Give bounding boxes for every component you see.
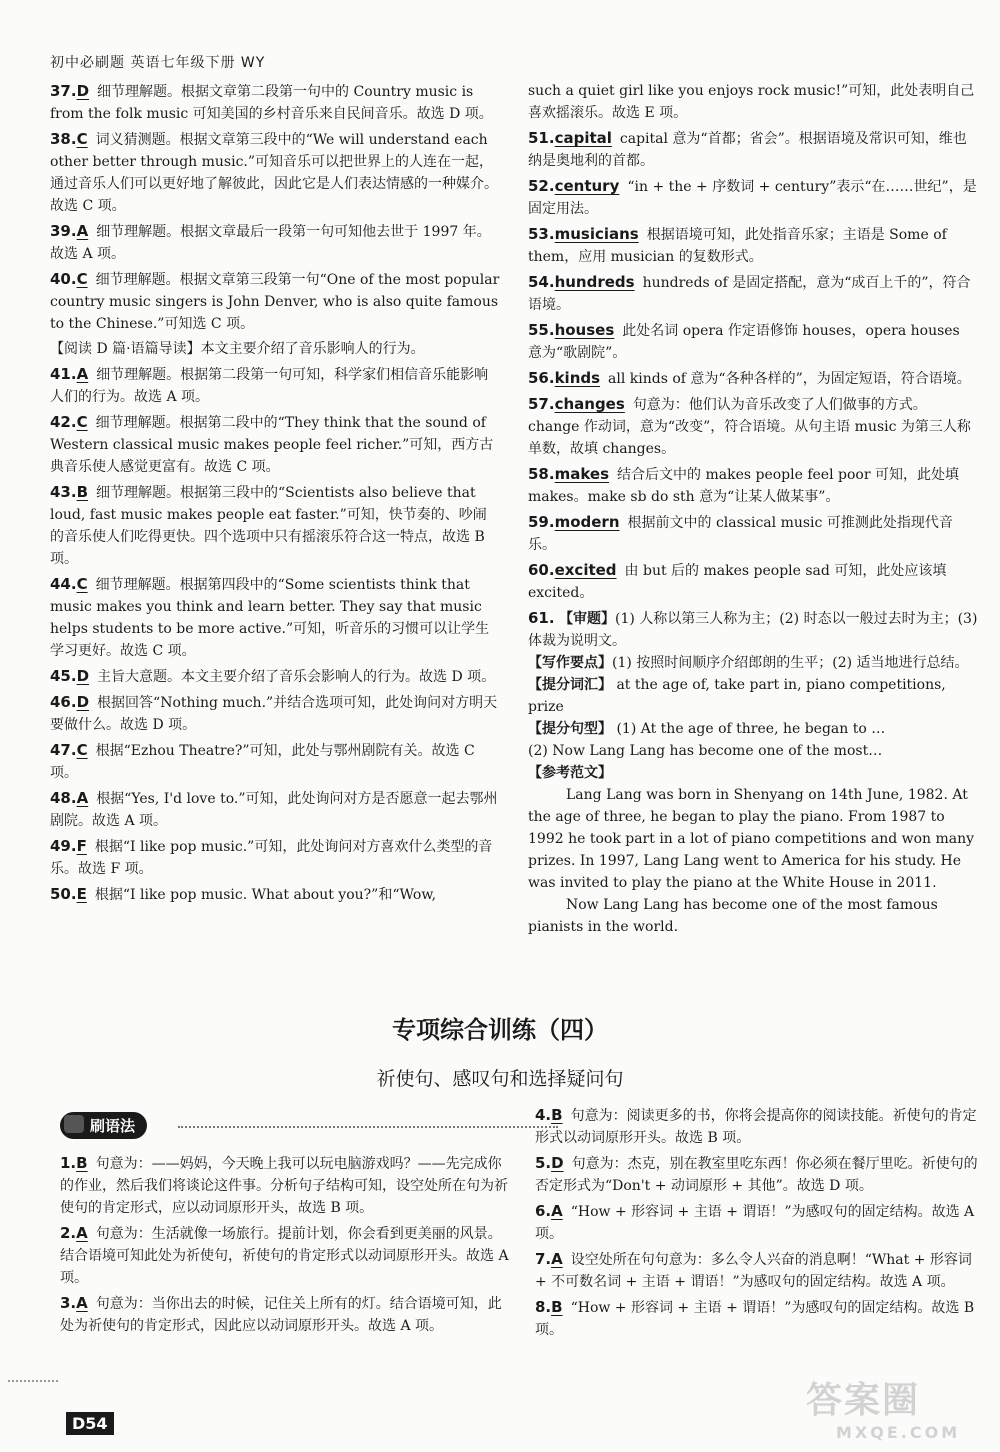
item-number: 55. (528, 321, 555, 339)
right-column (528, 80, 978, 941)
badge-row (60, 1112, 500, 1142)
answer-item (528, 393, 978, 460)
item-explanation: 句意为：阅读更多的书，你将会提高你的阅读技能。祈使句的肯定形式以动词原形开头。故选 B 项。 (535, 1108, 977, 1146)
dotted-divider (178, 1126, 558, 1128)
item-answer: capital (554, 129, 612, 147)
answer-item (528, 127, 978, 172)
item-explanation: 根据前文中的 classical music 可推测此处指现代音乐。 (528, 515, 953, 553)
item-explanation: “How + 形容词 + 主语 + 谓语！”为感叹句的固定结构。故选 B 项。 (535, 1300, 975, 1338)
answer-item (60, 1292, 510, 1337)
item-number: 53. (528, 225, 555, 243)
grammar-left-column (60, 1152, 510, 1340)
watermark-bottom: MXQE.COM (836, 1423, 961, 1442)
answer-item (528, 463, 978, 508)
corner-decoration (8, 1380, 58, 1383)
answer-item (50, 338, 500, 360)
item-answer: E (76, 885, 87, 903)
item-number: 44. (50, 575, 77, 593)
answer-item (50, 128, 500, 217)
answer-item (50, 883, 500, 906)
item-number: 46. (50, 693, 77, 711)
item-number: 8. (535, 1298, 552, 1316)
answer-item (528, 80, 978, 124)
answer-item (50, 220, 500, 265)
item-number: 3. (60, 1294, 77, 1312)
item-answer: A (76, 1294, 88, 1312)
item-answer: A (551, 1250, 563, 1268)
item-explanation: 根据回答“Nothing much.”并结合选项可知，此处询问对方明天要做什么。故选 D 项。 (50, 695, 498, 733)
answer-item (60, 1152, 510, 1219)
item-explanation: “How + 形容词 + 主语 + 谓语！”为感叹句的固定结构。故选 A 项。 (535, 1204, 975, 1242)
item-answer: B (76, 1154, 88, 1172)
item-answer: C (76, 413, 88, 431)
item-answer: C (76, 270, 88, 288)
answer-item (528, 559, 978, 604)
item-answer: D (76, 693, 90, 711)
item-answer: D (551, 1154, 564, 1172)
item-explanation: 根据“I like pop music. What about you?”和“Wow, (94, 887, 437, 903)
item-explanation: 句意为：杰克，别在教室里吃东西！你必须在餐厅里吃。祈使句的否定形式为“Don't + 动词原形 + 其他”。故选 D 项。 (535, 1156, 978, 1194)
answer-item (535, 1296, 985, 1341)
item-answer: A (551, 1202, 563, 1220)
item-number: 45. (50, 667, 77, 685)
fanwen-paragraph-2: Now Lang Lang has become one of the most famous pianists in the world. (528, 897, 938, 935)
item-explanation: 细节理解题。根据文章第三段第一句“One of the most popular country music singers is John Denver, who is also quite famous to the Chinese.”可知选 C 项。 (50, 272, 500, 332)
section-subtitle: 祈使句、感叹句和选择疑问句 (376, 1068, 624, 1090)
answer-item (535, 1248, 985, 1293)
item-explanation: 细节理解题。根据第二段中的“They think that the sound of Western classical music makes people feel richer.”可知，西方古典音乐使人感觉更富有。故选 C 项。 (50, 415, 494, 475)
item-number: 2. (60, 1224, 77, 1242)
yaodian-text: (1) 按照时间顺序介绍郎朗的生平；(2) 适当地进行总结。 (612, 655, 969, 671)
answer-item (50, 787, 500, 832)
item-answer: musicians (554, 225, 639, 243)
book-icon (64, 1115, 84, 1133)
answer-item (50, 573, 500, 662)
item-number: 52. (528, 177, 555, 195)
item-answer: houses (554, 321, 615, 339)
item-answer: excited (554, 561, 617, 579)
item-explanation: 由 but 后的 makes people sad 可知，此处应该填 excited。 (528, 563, 947, 601)
item-explanation: such a quiet girl like you enjoys rock music!”可知，此处表明自己喜欢摇滚乐。故选 E 项。 (528, 83, 975, 121)
item-explanation: 词义猜测题。根据文章第三段中的“We will understand each other better through music.”可知音乐可以把世界上的人连在一起，通过音乐人们可以更好地了解彼此，因此它是人们表达情感的一种媒介。故选 C 项。 (50, 132, 498, 214)
item-number: 49. (50, 837, 77, 855)
item-answer: C (76, 575, 88, 593)
answer-item (50, 481, 500, 570)
answer-item (528, 175, 978, 220)
item-answer: modern (554, 513, 620, 531)
answer-item (528, 511, 978, 556)
answer-item (50, 80, 500, 125)
item-number: 51. (528, 129, 555, 147)
item-answer: C (76, 130, 88, 148)
item-answer: B (551, 1298, 563, 1316)
item-number: 39. (50, 222, 77, 240)
answer-item (528, 271, 978, 316)
section-title: 专项综合训练（四） (392, 1016, 608, 1044)
item-answer: makes (554, 465, 610, 483)
answer-item (535, 1104, 985, 1149)
answer-item (528, 367, 978, 390)
item-number: 56. (528, 369, 555, 387)
item-number: 47. (50, 741, 77, 759)
answer-item (50, 691, 500, 736)
item-number: 42. (50, 413, 77, 431)
yaodian-label: 【写作要点】 (528, 655, 612, 671)
item-explanation: 结合后文中的 makes people feel poor 可知，此处填 makes。make sb do sth 意为“让某人做某事”。 (528, 467, 959, 505)
item-number: 57. (528, 395, 555, 413)
item-answer: A (76, 1224, 88, 1242)
juxing-label: 【提分句型】 (528, 721, 612, 737)
item-answer: D (76, 82, 90, 100)
item-answer: C (76, 741, 88, 759)
item-explanation: 细节理解题。根据第二段第一句可知，科学家们相信音乐能影响人们的行为。故选 A 项。 (50, 367, 489, 405)
cihui-label: 【提分词汇】 (528, 677, 612, 693)
item-explanation: 根据“Ezhou Theatre?”可知，此处与鄂州剧院有关。故选 C 项。 (50, 743, 475, 781)
item-explanation: 根据“Yes, I'd love to.”可知，此处询问对方是否愿意一起去鄂州剧院。故选 A 项。 (50, 791, 498, 829)
running-header: 初中必刷题 英语七年级下册 WY (50, 55, 266, 71)
item-number: 4. (535, 1106, 552, 1124)
left-column (50, 80, 500, 909)
shenti-label: 【审题】 (559, 611, 616, 627)
item-number: 7. (535, 1250, 552, 1268)
item-answer: A (76, 365, 89, 383)
item-explanation: 细节理解题。根据文章最后一段第一句可知他去世于 1997 年。故选 A 项。 (50, 224, 491, 262)
answer-item (535, 1200, 985, 1245)
item-explanation: 主旨大意题。本文主要介绍了音乐会影响人的行为。故选 D 项。 (97, 669, 496, 685)
item-explanation: 根据语境可知，此处指音乐家；主语是 Some of them，应用 musician 的复数形式。 (528, 227, 947, 265)
item-explanation: 设空处所在句句意为：多么令人兴奋的消息啊！“What + 形容词 + 不可数名词 + 主语 + 谓语！”为感叹句的固定结构。故选 A 项。 (535, 1252, 972, 1290)
writing-item (528, 607, 978, 938)
item-answer: F (76, 837, 87, 855)
item-explanation: 此处名词 opera 作定语修饰 houses，opera houses 意为“歌剧院”。 (528, 323, 960, 361)
item-explanation: 句意为：——妈妈，今天晚上我可以玩电脑游戏吗？——先完成你的作业，然后我们将谈论这件事。分析句子结构可知，设空处所在句为祈使句的肯定形式，应以动词原形开头，故选 B 项。 (60, 1156, 508, 1216)
item-answer: changes (554, 395, 625, 413)
page-number: D54 (66, 1412, 114, 1435)
item-number: 1. (60, 1154, 77, 1172)
answer-item (60, 1222, 510, 1289)
item-number: 58. (528, 465, 555, 483)
item-number: 54. (528, 273, 555, 291)
item-explanation: 细节理解题。根据第三段中的“Scientists also believe that loud, fast music makes people eat faster.”可知，快节奏的、吵闹的音乐使人们吃得更快。四个选项中只有摇滚乐符合这一特点，故选 B 项。 (50, 485, 487, 567)
item-explanation: 句意为：生活就像一场旅行。提前计划，你会看到更美丽的风景。结合语境可知此处为祈使句，祈使句的肯定形式以动词原形开头。故选 A 项。 (60, 1226, 509, 1286)
answer-item (528, 223, 978, 268)
item-explanation: hundreds of 是固定搭配，意为“成百上千的”，符合语境。 (528, 275, 971, 313)
item-number: 40. (50, 270, 77, 288)
shenti-text: (1) 人称以第三人称为主；(2) 时态以一般过去时为主；(3) 体裁为说明文。 (528, 611, 978, 649)
item-number: 5. (535, 1154, 552, 1172)
fanwen-label: 【参考范文】 (528, 765, 612, 781)
fanwen-paragraph-1: Lang Lang was born in Shenyang on 14th June, 1982. At the age of three, he began to play the piano. From 1987 to 1992 he took part in a lot of piano competitions and won many prizes. In 1997, Lang Lang went to America for his study. He was invited to play the piano at the White House in 2011. (528, 787, 975, 891)
item-explanation: 句意为：当你出去的时候，记住关上所有的灯。结合语境可知，此处为祈使句的肯定形式，因此应以动词原形开头。故选 A 项。 (60, 1296, 502, 1334)
item-explanation: 细节理解题。根据文章第二段第一句中的 Country music is from the folk music 可知美国的乡村音乐来自民间音乐。故选 D 项。 (50, 84, 493, 122)
item-explanation: capital 意为“首都；省会”。根据语境及常识可知，维也纳是奥地利的首都。 (528, 131, 967, 169)
item-number: 41. (50, 365, 77, 383)
item-number: 43. (50, 483, 77, 501)
item-answer: B (76, 483, 89, 501)
item-number: 6. (535, 1202, 552, 1220)
item-number: 61. (528, 609, 555, 627)
item-answer: A (76, 222, 89, 240)
watermark-logo (806, 1372, 986, 1442)
cihui-text: at the age of, take part in, piano competitions, prize (528, 677, 946, 715)
answer-item (50, 835, 500, 880)
item-number: 50. (50, 885, 77, 903)
item-answer: A (76, 789, 89, 807)
item-number: 38. (50, 130, 77, 148)
item-explanation: 句意为：他们认为音乐改变了人们做事的方式。change 作动词，意为“改变”，符合语境。从句主语 music 为第三人称单数，故填 changes。 (528, 397, 971, 457)
item-number: 59. (528, 513, 555, 531)
grammar-badge (60, 1112, 147, 1139)
item-number: 60. (528, 561, 555, 579)
item-explanation: all kinds of 意为“各种各样的”，为固定短语，符合语境。 (608, 371, 971, 387)
answer-item (535, 1152, 985, 1197)
answer-item (50, 268, 500, 335)
answer-item (50, 363, 500, 408)
item-explanation: “in + the + 序数词 + century”表示“在……世纪”，是固定用法。 (528, 179, 977, 217)
item-answer: D (76, 667, 90, 685)
juxing-text-1: (1) At the age of three, he began to … (616, 721, 886, 737)
item-answer: B (551, 1106, 563, 1124)
item-number: 37. (50, 82, 77, 100)
grammar-right-column (535, 1104, 985, 1344)
item-answer: century (554, 177, 620, 195)
answer-item (50, 411, 500, 478)
badge-label: 刷语法 (90, 1117, 136, 1135)
item-answer: kinds (554, 369, 601, 387)
answer-item (50, 739, 500, 784)
item-answer: hundreds (554, 273, 635, 291)
answer-item (528, 319, 978, 364)
item-explanation: 细节理解题。根据第四段中的“Some scientists think that music makes you think and learn better. They say that music helps students to be more active.”可知，听音乐的习惯可以让学生学习更好。故选 C 项。 (50, 577, 490, 659)
item-number: 48. (50, 789, 77, 807)
juxing-text-2: (2) Now Lang Lang has become one of the most… (528, 743, 883, 759)
item-explanation: 根据“I like pop music.”可知，此处询问对方喜欢什么类型的音乐。故选 F 项。 (50, 839, 493, 877)
item-explanation: 【阅读 D 篇·语篇导读】本文主要介绍了音乐影响人的行为。 (50, 341, 425, 357)
answer-item (50, 665, 500, 688)
watermark-top: 答案圈 (806, 1380, 921, 1421)
